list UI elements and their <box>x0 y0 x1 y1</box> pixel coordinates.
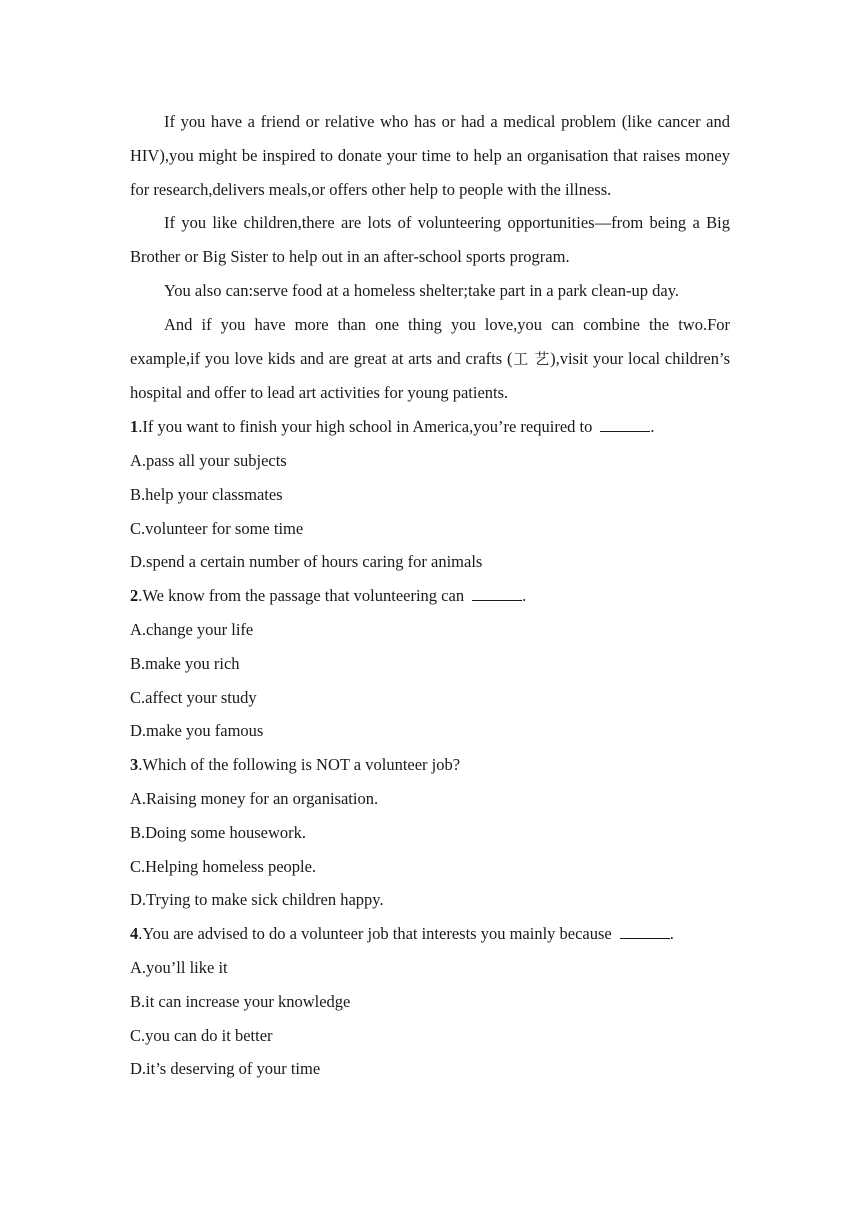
answer-blank <box>600 417 650 432</box>
option-a: A.you’ll like it <box>130 957 228 977</box>
question-stem <box>130 748 730 782</box>
paragraph-4-text-b: ),visit your local children’s hospital and offer to lead art activities for young patients. <box>130 348 730 403</box>
question-text: .You are advised to do a volunteer job that interests you mainly because <box>138 924 612 944</box>
question-2 <box>130 579 730 748</box>
option-a: A.pass all your subjects <box>130 450 287 470</box>
question-4 <box>130 917 730 1086</box>
option-d: D.make you famous <box>130 721 264 741</box>
option-c: C.affect your study <box>130 687 257 707</box>
question-1 <box>130 410 730 579</box>
question-number: 1 <box>130 417 139 437</box>
question-stem: 4.You are advised to do a volunteer job that interests you mainly because . <box>130 924 674 944</box>
question-text: .Which of the following is NOT a volunteer job? <box>138 755 461 775</box>
option-c: C.Helping homeless people. <box>130 856 317 876</box>
option-c: C.you can do it better <box>130 1025 273 1045</box>
question-stem: 2.We know from the passage that volunteering can . <box>130 586 527 606</box>
option-b: B.Doing some housework. <box>130 822 306 842</box>
answer-blank <box>620 924 670 939</box>
question-number: 4 <box>130 924 139 944</box>
option-d: D.Trying to make sick children happy. <box>130 890 384 910</box>
option-d: D.spend a certain number of hours caring for animals <box>130 552 483 572</box>
question-number: 2 <box>130 586 139 606</box>
option-b: B.make you rich <box>130 653 240 673</box>
question-text: .If you want to finish your high school in America,you’re required to <box>138 417 593 437</box>
paragraph-4-text-a: And if you have more than one thing you love,you can combine the two.For example,if you love kids and are great at arts and crafts ( <box>130 314 730 368</box>
option-d: D.it’s deserving of your time <box>130 1059 321 1079</box>
question-number: 3 <box>130 755 139 775</box>
passage-paragraph-1: If you have a friend or relative who has or had a medical problem (like cancer and HIV),you might be inspired to donate your time to help an organisation that raises money for research,delivers meals,or offers other help to people with the illness. <box>130 112 730 199</box>
option-a: A.change your life <box>130 619 254 639</box>
document-page <box>130 105 730 1086</box>
question-stem: 1.If you want to finish your high school in America,you’re required to . <box>130 417 655 437</box>
question-text: .We know from the passage that volunteering can <box>138 586 465 606</box>
passage-paragraph-3: You also can:serve food at a homeless shelter;take part in a park clean-up day. <box>164 280 679 300</box>
paragraph-4-cjk-gloss: 工 艺 <box>512 349 551 368</box>
option-c: C.volunteer for some time <box>130 518 304 538</box>
option-a: A.Raising money for an organisation. <box>130 788 379 808</box>
option-b: B.it can increase your knowledge <box>130 991 351 1011</box>
answer-blank <box>472 586 522 601</box>
passage-paragraph-4 <box>130 308 730 410</box>
passage-paragraph-2: If you like children,there are lots of volunteering opportunities—from being a Big Brother or Big Sister to help out in an after-school sports program. <box>130 213 730 267</box>
question-3 <box>130 748 730 917</box>
option-b: B.help your classmates <box>130 484 283 504</box>
